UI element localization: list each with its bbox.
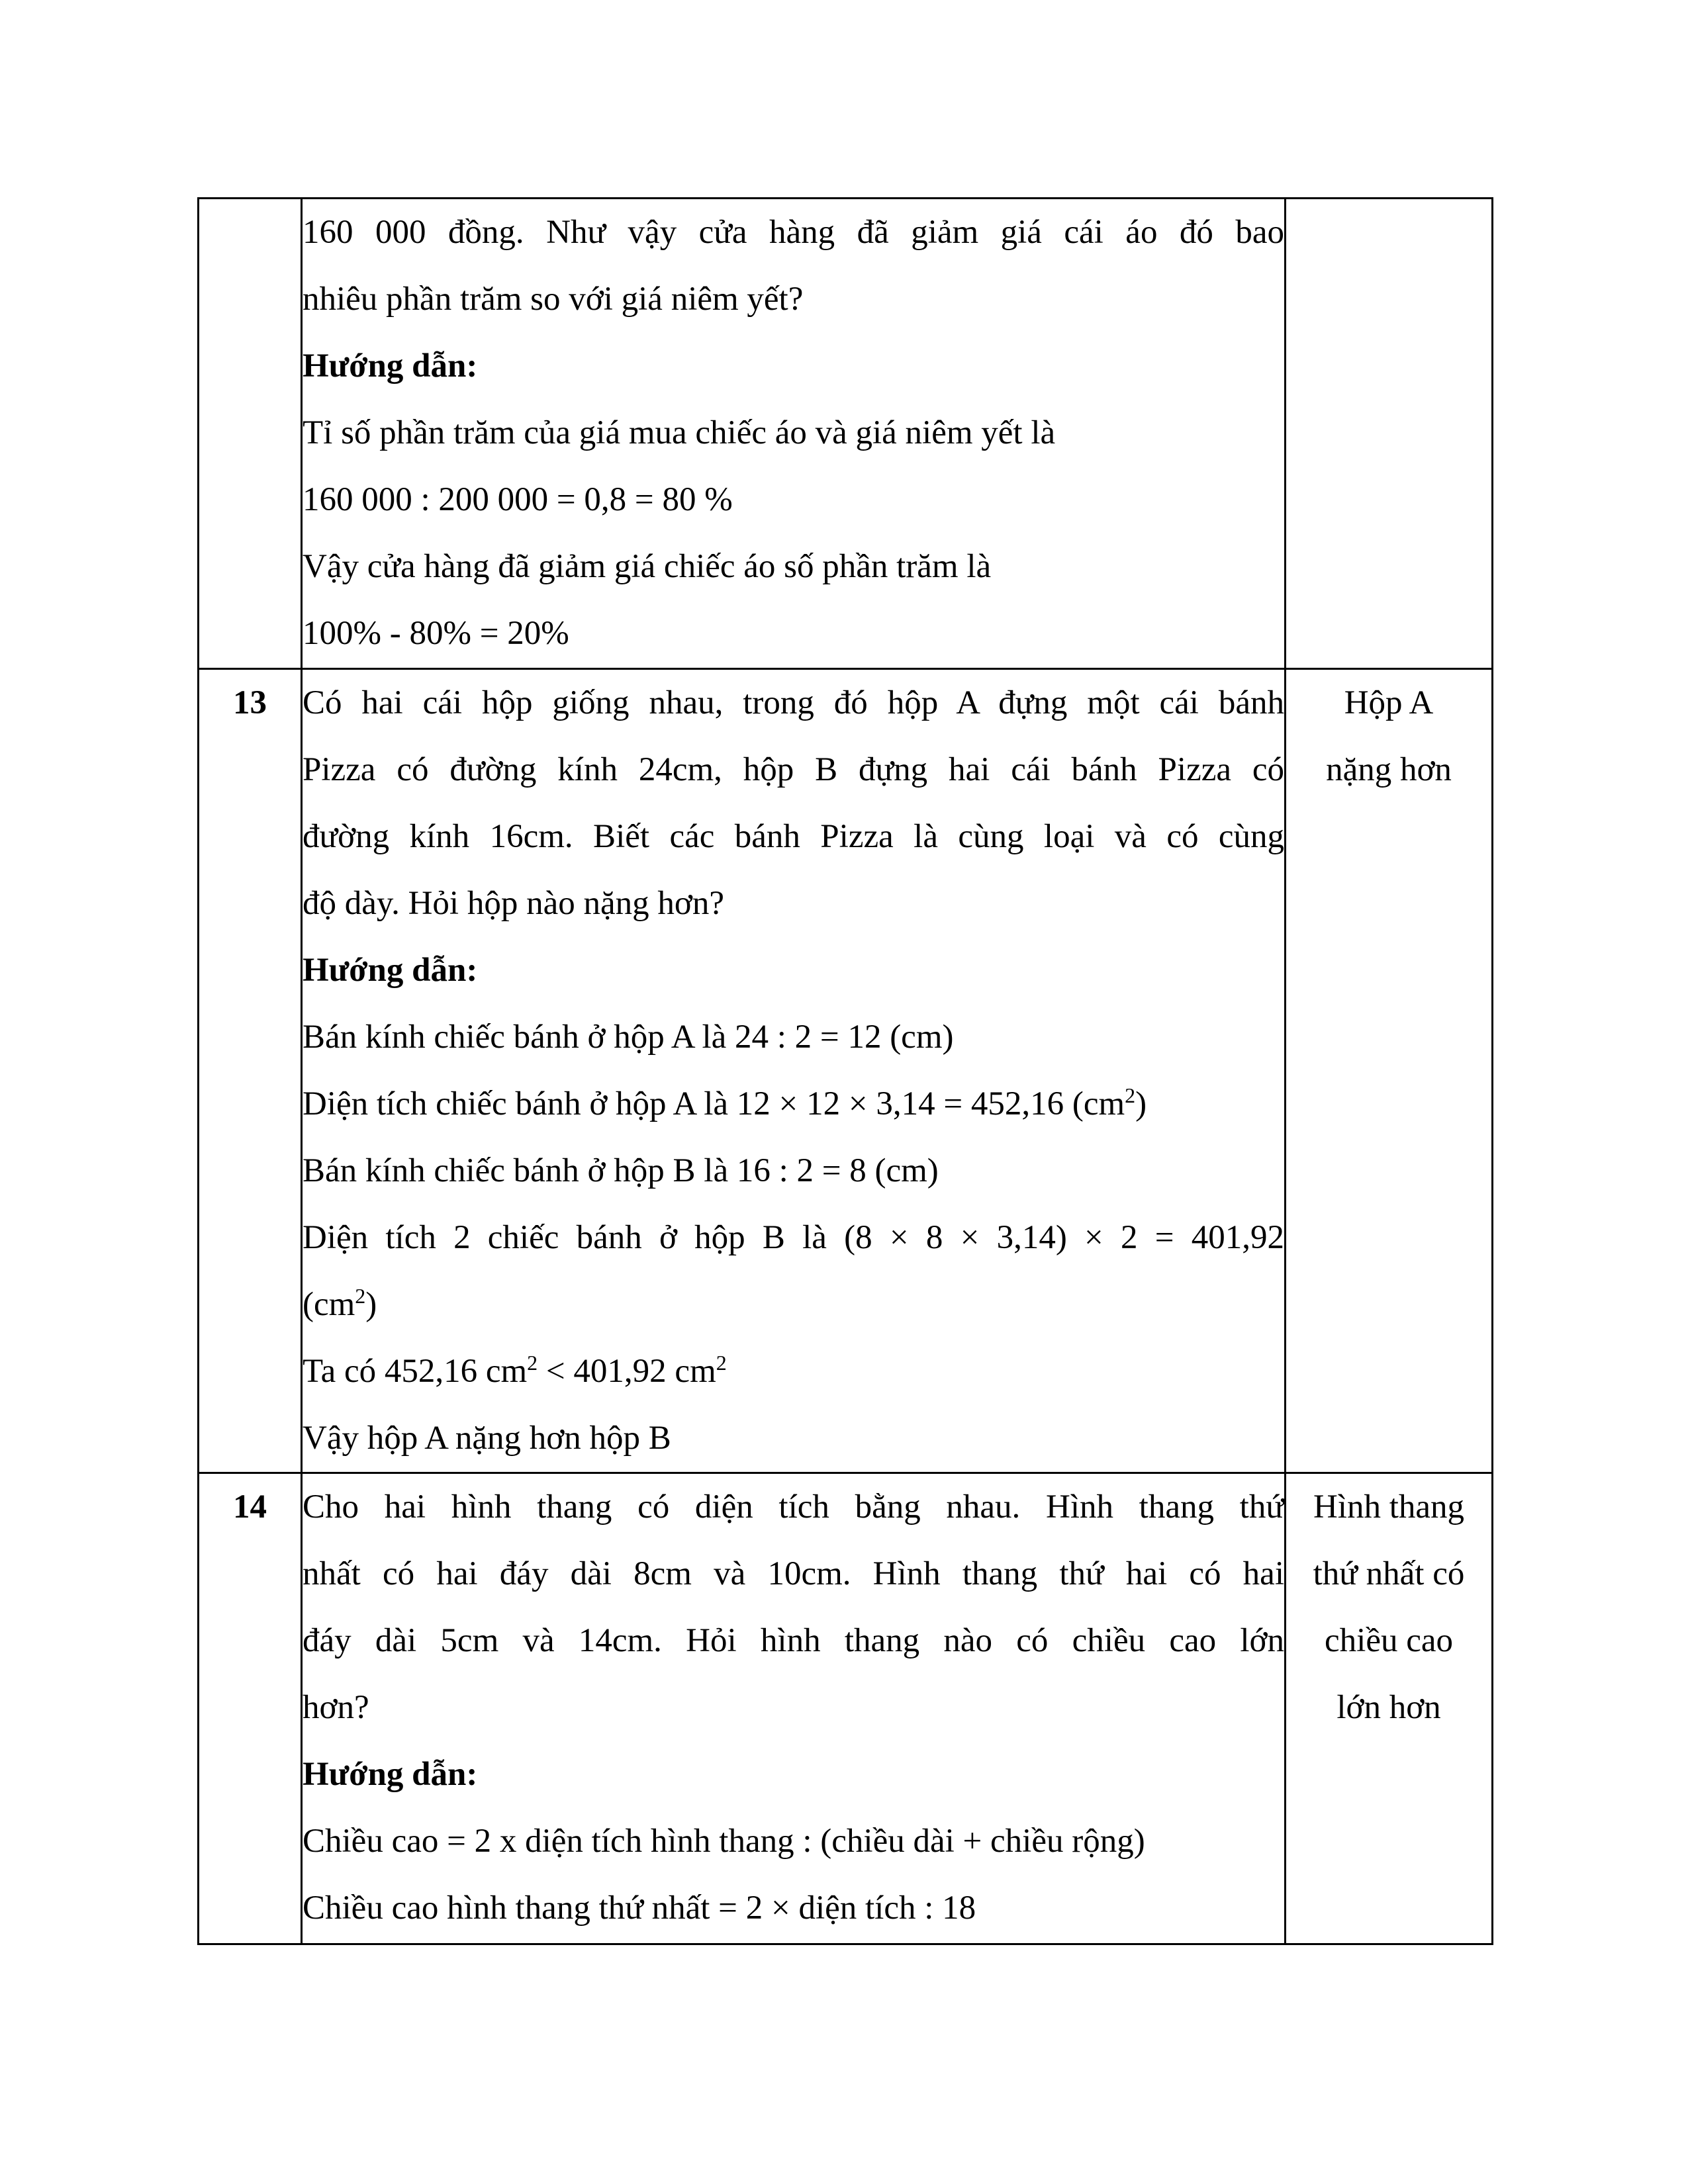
guide-text-line: Diện tích 2 chiếc bánh ở hộp B là (8 × 8 × 3,14) × 2 = 401,92 [303, 1219, 1284, 1256]
row-number-cell: 13 [199, 669, 302, 1473]
answer-text-line: chiều cao [1325, 1622, 1453, 1659]
superscript: 2 [1125, 1083, 1136, 1107]
answer-text-line: Hộp A [1344, 684, 1434, 721]
problem-text-line: nhất có hai đáy dài 8cm và 10cm. Hình thang thứ hai có hai [303, 1555, 1284, 1592]
problem-text-line: hơn? [303, 1689, 369, 1726]
table-row [199, 199, 1493, 669]
exercise-table [197, 197, 1493, 1945]
row-answer-cell [1286, 199, 1493, 669]
problem-text-line: độ dày. Hỏi hộp nào nặng hơn? [303, 885, 724, 922]
row-content-cell [302, 1473, 1286, 1944]
guide-text-line: Bán kính chiếc bánh ở hộp B là 16 : 2 = 8 (cm) [303, 1152, 939, 1189]
guide-heading: Hướng dẫn: [303, 347, 478, 385]
guide-text-line [303, 1271, 1284, 1338]
problem-text-line: đáy dài 5cm và 14cm. Hỏi hình thang nào có chiều cao lớn [303, 1622, 1284, 1659]
guide-text-line: Bán kính chiếc bánh ở hộp A là 24 : 2 = 12 (cm) [303, 1019, 954, 1056]
guide-heading: Hướng dẫn: [303, 1756, 478, 1793]
table-row [199, 1473, 1493, 1944]
superscript: 2 [527, 1351, 538, 1375]
guide-text-span: < 401,92 cm [538, 1353, 716, 1390]
row-answer-cell [1286, 1473, 1493, 1944]
row-number-cell [199, 199, 302, 669]
row-content-cell [302, 199, 1286, 669]
guide-text-span: (cm [303, 1286, 355, 1323]
guide-text-span: Ta có 452,16 cm [303, 1353, 528, 1390]
row-answer-cell [1286, 669, 1493, 1473]
problem-text-line: 160 000 đồng. Như vậy cửa hàng đã giảm giá cái áo đó bao [303, 214, 1284, 251]
guide-text-line [303, 1338, 1284, 1405]
guide-text-span: ) [1135, 1085, 1147, 1122]
problem-text-line: Có hai cái hộp giống nhau, trong đó hộp A đựng một cái bánh [303, 684, 1284, 721]
superscript: 2 [355, 1284, 366, 1308]
answer-text-line: nặng hơn [1326, 751, 1452, 788]
superscript: 2 [716, 1351, 727, 1375]
answer-text-line: Hình thang [1313, 1488, 1465, 1525]
answer-text-line: thứ nhất có [1313, 1555, 1465, 1592]
guide-text-line: Tỉ số phần trăm của giá mua chiếc áo và giá niêm yết là [303, 414, 1056, 451]
problem-text-line: Cho hai hình thang có diện tích bằng nhau. Hình thang thứ [303, 1488, 1284, 1525]
problem-text-line: Pizza có đường kính 24cm, hộp B đựng hai cái bánh Pizza có [303, 751, 1284, 788]
guide-text-span: Diện tích chiếc bánh ở hộp A là 12 × 12 × 3,14 = 452,16 (cm [303, 1085, 1125, 1122]
guide-text-span: ) [365, 1286, 377, 1323]
row-content-cell [302, 669, 1286, 1473]
guide-heading: Hướng dẫn: [303, 952, 478, 989]
guide-text-line: Vậy hộp A nặng hơn hộp B [303, 1420, 671, 1457]
guide-text-line: Chiều cao hình thang thứ nhất = 2 × diện tích : 18 [303, 1889, 976, 1927]
guide-text-line: Vậy cửa hàng đã giảm giá chiếc áo số phần trăm là [303, 548, 992, 585]
problem-text-line: nhiêu phần trăm so với giá niêm yết? [303, 281, 804, 318]
guide-text-line: Chiều cao = 2 x diện tích hình thang : (chiều dài + chiều rộng) [303, 1823, 1145, 1860]
guide-text-line [303, 1071, 1284, 1138]
answer-text-line: lớn hơn [1336, 1689, 1441, 1726]
problem-text-line: đường kính 16cm. Biết các bánh Pizza là cùng loại và có cùng [303, 818, 1284, 855]
guide-text-line: 160 000 : 200 000 = 0,8 = 80 % [303, 481, 733, 518]
row-number-cell: 14 [199, 1473, 302, 1944]
guide-text-line: 100% - 80% = 20% [303, 615, 569, 652]
table-row [199, 669, 1493, 1473]
